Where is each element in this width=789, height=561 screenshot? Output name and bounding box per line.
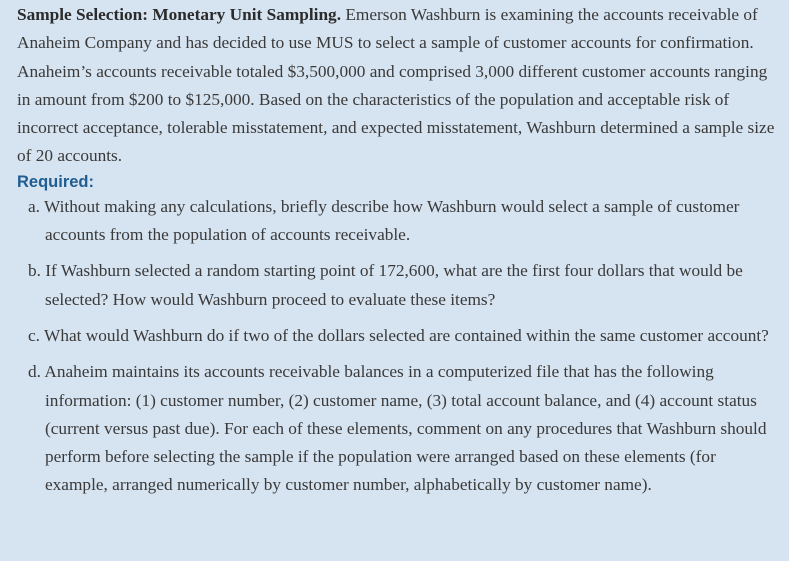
- question-c: [17, 322, 779, 350]
- question-letter: b.: [28, 261, 41, 281]
- problem-title: Sample Selection: Monetary Unit Sampling.: [17, 5, 342, 24]
- question-letter: d.: [28, 362, 41, 382]
- question-text: If Washburn selected a random starting point of 172,600, what are the first four dollars that would be selected? How would Washburn proceed to evaluate these items?: [45, 261, 743, 309]
- question-text: What would Washburn do if two of the dollars selected are contained within the same customer account?: [44, 325, 769, 345]
- question-letter: a.: [28, 196, 40, 216]
- question-letter: c.: [28, 325, 40, 345]
- question-text: Without making any calculations, briefly describe how Washburn would select a sample of customer accounts from the population of accounts receivable.: [44, 196, 740, 245]
- question-text: Anaheim maintains its accounts receivable balances in a computerized file that has the following information: (1) customer number, (2) customer name, (3) total account balance, and (4) account status (current versus past due). For each of these elements, comment on any procedures that Washburn should perform before selecting the sample if the population were arranged based on these elements (for example, arranged numerically by customer number, alphabetically by customer name).: [44, 362, 767, 495]
- problem-intro: [17, 1, 779, 171]
- question-b: [17, 257, 779, 314]
- problem-body: Emerson Washburn is examining the accounts receivable of Anaheim Company and has decided to use MUS to select a sample of customer accounts for confirmation. Anaheim’s accounts receivable totaled $3,500,000 and comprised 3,000 different customer accounts ranging in amount from $200 to $125,000. Based on the characteristics of the population and acceptable risk of incorrect acceptance, tolerable misstatement, and expected misstatement, Washburn determined a sample size of 20 accounts.: [17, 5, 775, 166]
- question-list: [17, 193, 779, 500]
- required-heading: Required:: [17, 172, 95, 191]
- question-d: [17, 358, 779, 499]
- question-a: [17, 193, 779, 250]
